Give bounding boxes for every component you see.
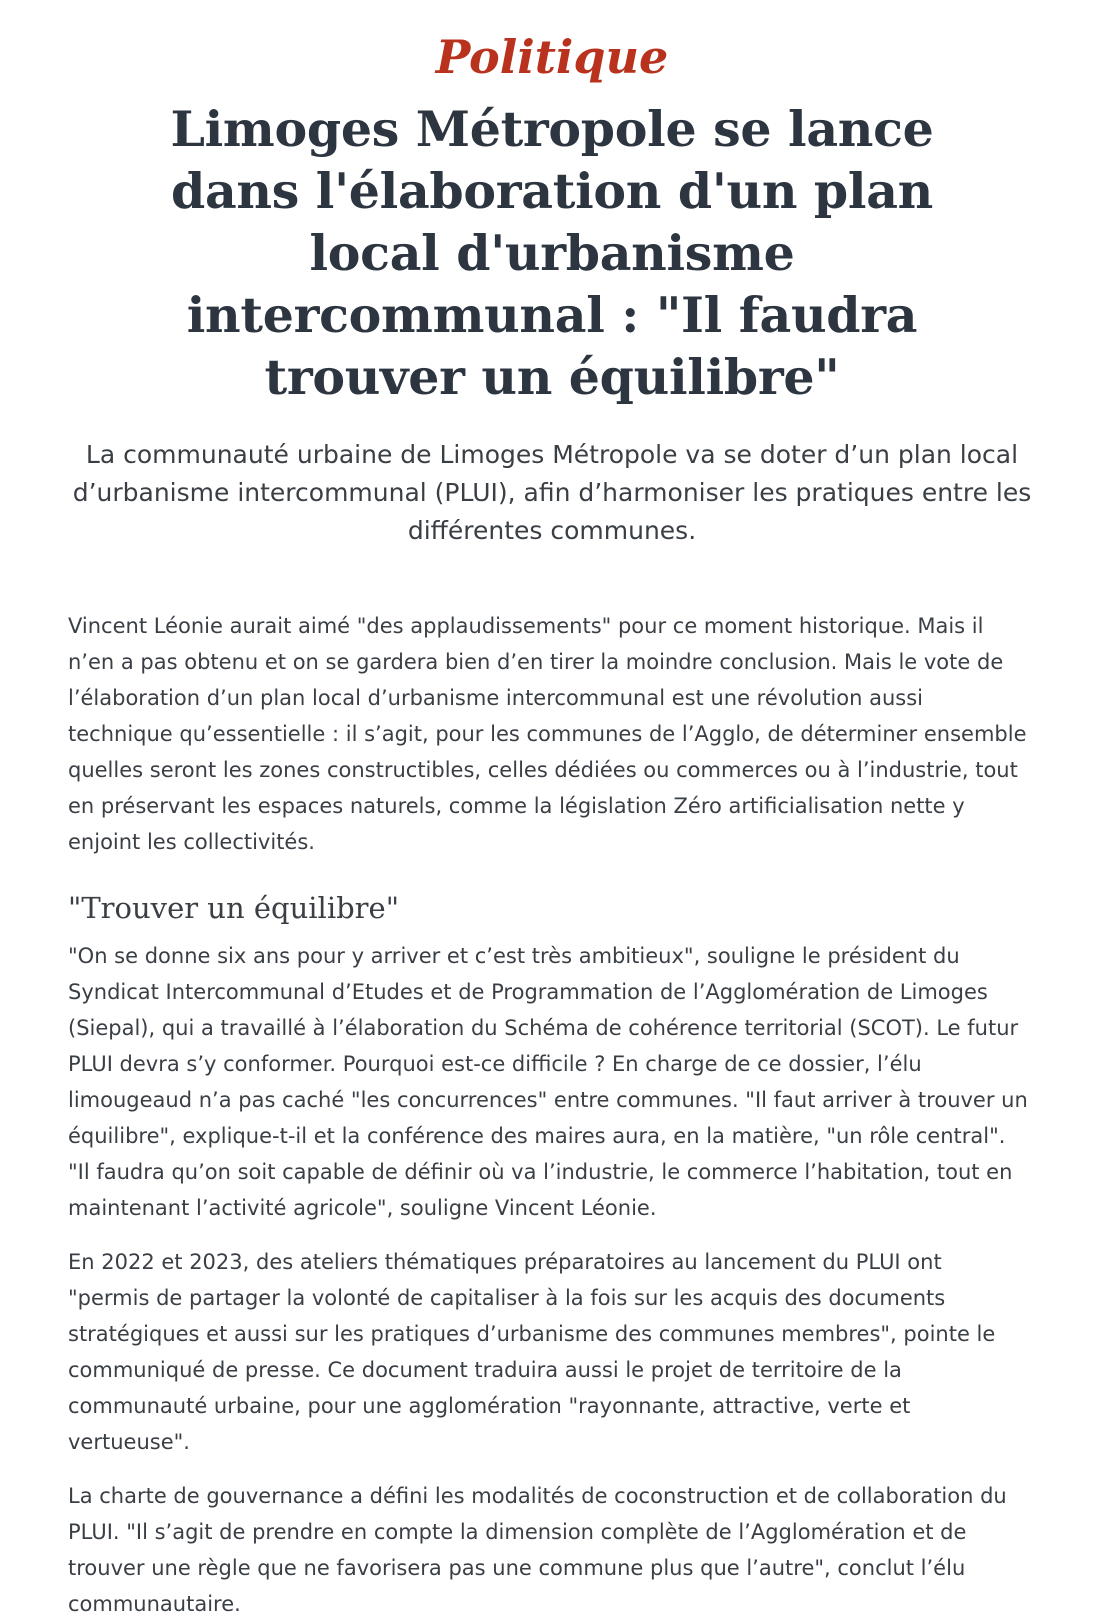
body-paragraph-2: "On se donne six ans pour y arriver et c’est très ambitieux", souligne le président du Syndicat Intercommunal d’Etudes et de Programmation de l’Agglomération de Limoges (Siepal), qui a travaillé à l’élaboration du Schéma de cohérence territorial (SCOT). Le futur PLUI devra s’y conformer. Pourquoi est-ce difficile ? En charge de ce dossier, l’élu limougeaud n’a pas caché "les concurrences" entre communes. "Il faut arriver à trouver un équilibre", explique-t-il et la conférence des maires aura, en la matière, "un rôle central". "Il faudra qu’on soit capable de définir où va l’industrie, le commerce l’habitation, tout en maintenant l’activité agricole", souligne Vincent Léonie. (68, 944, 1028, 1220)
article-body (68, 608, 1036, 1622)
article-lede: La communauté urbaine de Limoges Métropole va se doter d’un plan local d’urbanisme intercommunal (PLUI), afin d’harmoniser les pratiques entre les différentes communes. (72, 440, 1032, 545)
body-paragraph-3: En 2022 et 2023, des ateliers thématiques préparatoires au lancement du PLUI ont "permis de partager la volonté de capitaliser à la fois sur les acquis des documents stratégiques et aussi sur les pratiques d’urbanisme des communes membres", pointe le communiqué de presse. Ce document traduira aussi le projet de territoire de la communauté urbaine, pour une agglomération "rayonnante, attractive, verte et vertueuse". (68, 1250, 996, 1454)
body-subheading: "Trouver un équilibre" (68, 891, 400, 925)
body-paragraph-4: La charte de gouvernance a défini les modalités de coconstruction et de collaboration du PLUI. "Il s’agit de prendre en compte la dimension complète de l’Agglomération et de trouver une règle que ne favorisera pas une commune plus que l’autre", conclut l’élu communautaire. (68, 1484, 1007, 1616)
article (0, 26, 1104, 1622)
section-kicker[interactable]: Politique (435, 30, 669, 84)
article-headline: Limoges Métropole se lance dans l'élaboration d'un plan local d'urbanisme intercommunal : "Il faudra trouver un équilibre" (170, 100, 934, 406)
body-paragraph-1: Vincent Léonie aurait aimé "des applaudissements" pour ce moment historique. Mais il n’en a pas obtenu et on se gardera bien d’en tirer la moindre conclusion. Mais le vote de l’élaboration d’un plan local d’urbanisme intercommunal est une révolution aussi technique qu’essentielle : il s’agit, pour les communes de l’Agglo, de déterminer ensemble quelles seront les zones constructibles, celles dédiées ou commerces ou à l’industrie, tout en préservant les espaces naturels, comme la législation Zéro artificialisation nette y enjoint les collectivités. (68, 614, 1027, 854)
